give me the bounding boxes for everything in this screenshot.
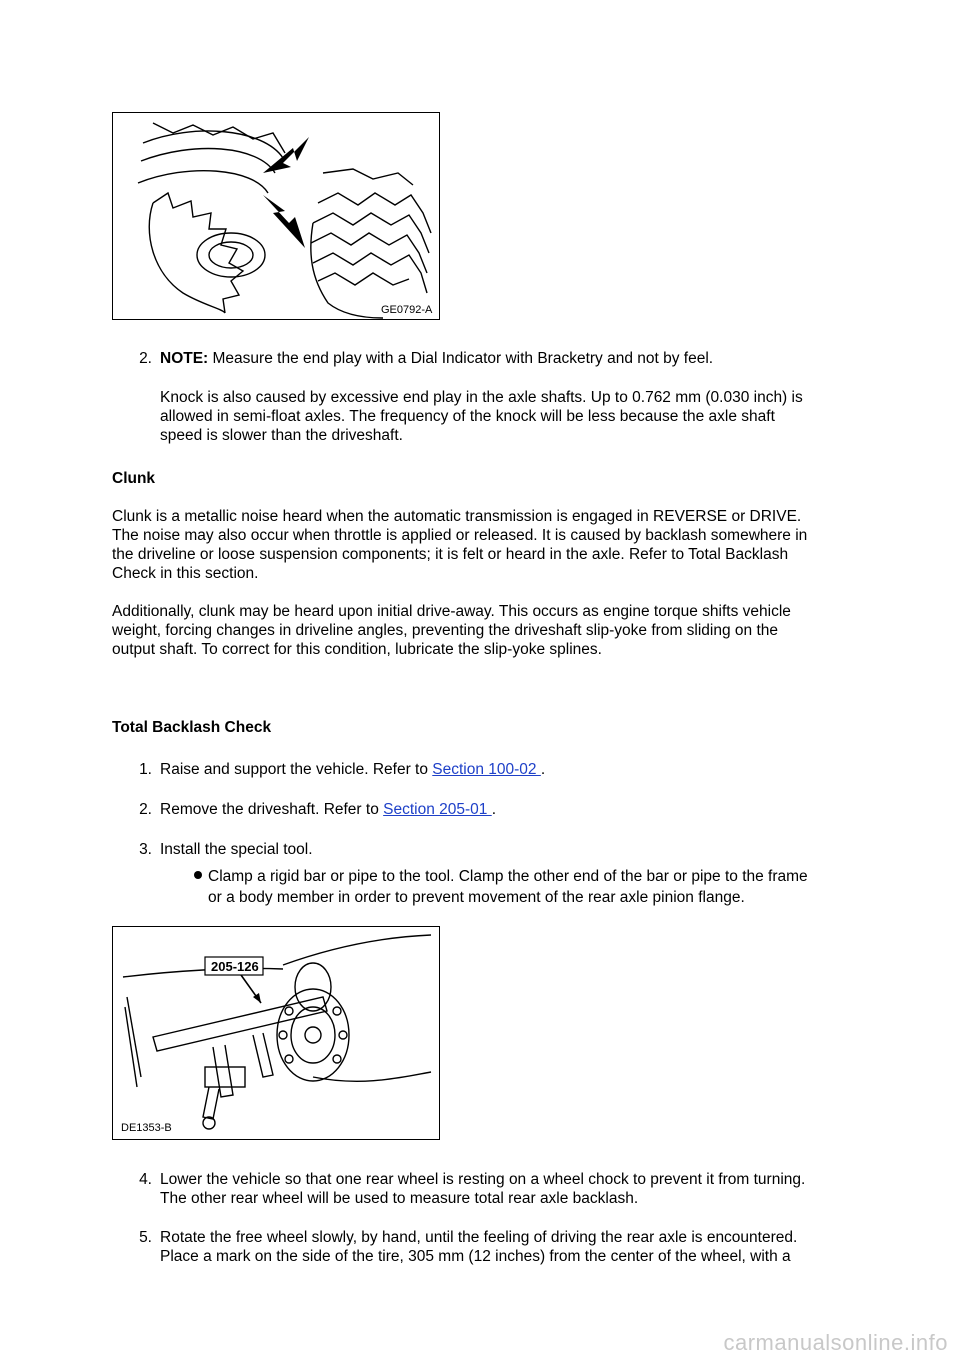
step-text: Raise and support the vehicle. Refer to xyxy=(160,761,433,778)
step3-bullet xyxy=(208,866,808,908)
step3-number: 3. xyxy=(139,841,152,858)
text-line: Lower the vehicle so that one rear wheel is resting on a wheel chock to prevent it from turning. xyxy=(160,1171,806,1188)
figure-ring-gear xyxy=(112,112,440,320)
ring-gear-pinion-illustration xyxy=(113,113,439,319)
text-line: Check in this section. xyxy=(112,565,259,582)
step2b-number: 2. xyxy=(139,801,152,818)
step1-text xyxy=(160,760,545,779)
step-text: Remove the driveshaft. Refer to xyxy=(160,801,384,818)
backlash-heading xyxy=(112,718,271,737)
step-text: . xyxy=(540,761,546,778)
clunk-para-1 xyxy=(112,507,807,583)
text-line: Rotate the free wheel slowly, by hand, until the feeling of driving the rear axle is encountered. xyxy=(160,1229,798,1246)
text-line: allowed in semi-float axles. The frequency of the knock will be less because the axle shaft xyxy=(160,408,775,425)
text-line: output shaft. To correct for this condition, lubricate the slip-yoke splines. xyxy=(112,641,602,658)
step2b-text xyxy=(160,800,496,819)
section-100-02-link[interactable]: Section 100-02 xyxy=(432,761,541,778)
step5-number: 5. xyxy=(139,1229,152,1246)
tool-callout: 205-126 xyxy=(211,959,259,974)
figure2-label: DE1353-B xyxy=(121,1122,172,1134)
text-line: The noise may also occur when throttle is applied or released. It is caused by backlash somewhere in xyxy=(112,527,808,544)
text-line: Knock is also caused by excessive end play in the axle shafts. Up to 0.762 mm (0.030 inch) is xyxy=(160,389,803,406)
text-line: or a body member in order to prevent movement of the rear axle pinion flange. xyxy=(208,889,745,906)
site-watermark: carmanualsonline.info xyxy=(723,1330,948,1355)
note-label: NOTE: xyxy=(160,350,209,367)
bullet-icon xyxy=(194,871,202,879)
step3-text: Install the special tool. xyxy=(160,841,313,858)
step5-text xyxy=(160,1228,797,1266)
clunk-heading xyxy=(112,469,155,488)
text-line: weight, forcing changes in driveline angles, preventing the driveshaft slip-yoke from sliding on the xyxy=(112,622,779,639)
figure-special-tool xyxy=(112,926,440,1140)
step2-number: 2. xyxy=(139,350,152,367)
step1-number: 1. xyxy=(139,761,152,778)
clunk-para-2 xyxy=(112,602,791,659)
note-text: Measure the end play with a Dial Indicator with Bracketry and not by feel. xyxy=(208,350,714,367)
step4-text xyxy=(160,1170,805,1208)
step2-para xyxy=(160,388,803,445)
step4-number: 4. xyxy=(139,1171,152,1188)
text-line: The other rear wheel will be used to measure total rear axle backlash. xyxy=(160,1190,639,1207)
text-line: Clunk is a metallic noise heard when the automatic transmission is engaged in REVERSE or DRIVE. xyxy=(112,508,802,525)
text-line: the driveline or loose suspension components; it is felt or heard in the axle. Refer to Total Backlash xyxy=(112,546,789,563)
heading-text: Clunk xyxy=(112,470,156,487)
step2-note xyxy=(160,349,713,368)
step-text: . xyxy=(491,801,497,818)
section-205-01-link[interactable]: Section 205-01 xyxy=(383,801,492,818)
text-line: Clamp a rigid bar or pipe to the tool. Clamp the other end of the bar or pipe to the frame xyxy=(208,868,808,885)
text-line: speed is slower than the driveshaft. xyxy=(160,427,403,444)
figure1-label: GE0792-A xyxy=(381,304,433,316)
heading-text: Total Backlash Check xyxy=(112,719,272,736)
text-line: Place a mark on the side of the tire, 305 mm (12 inches) from the center of the wheel, with a xyxy=(160,1248,791,1265)
text-line: Additionally, clunk may be heard upon initial drive-away. This occurs as engine torque shifts vehicle xyxy=(112,603,791,620)
special-tool-pinion-flange-illustration xyxy=(113,927,439,1139)
